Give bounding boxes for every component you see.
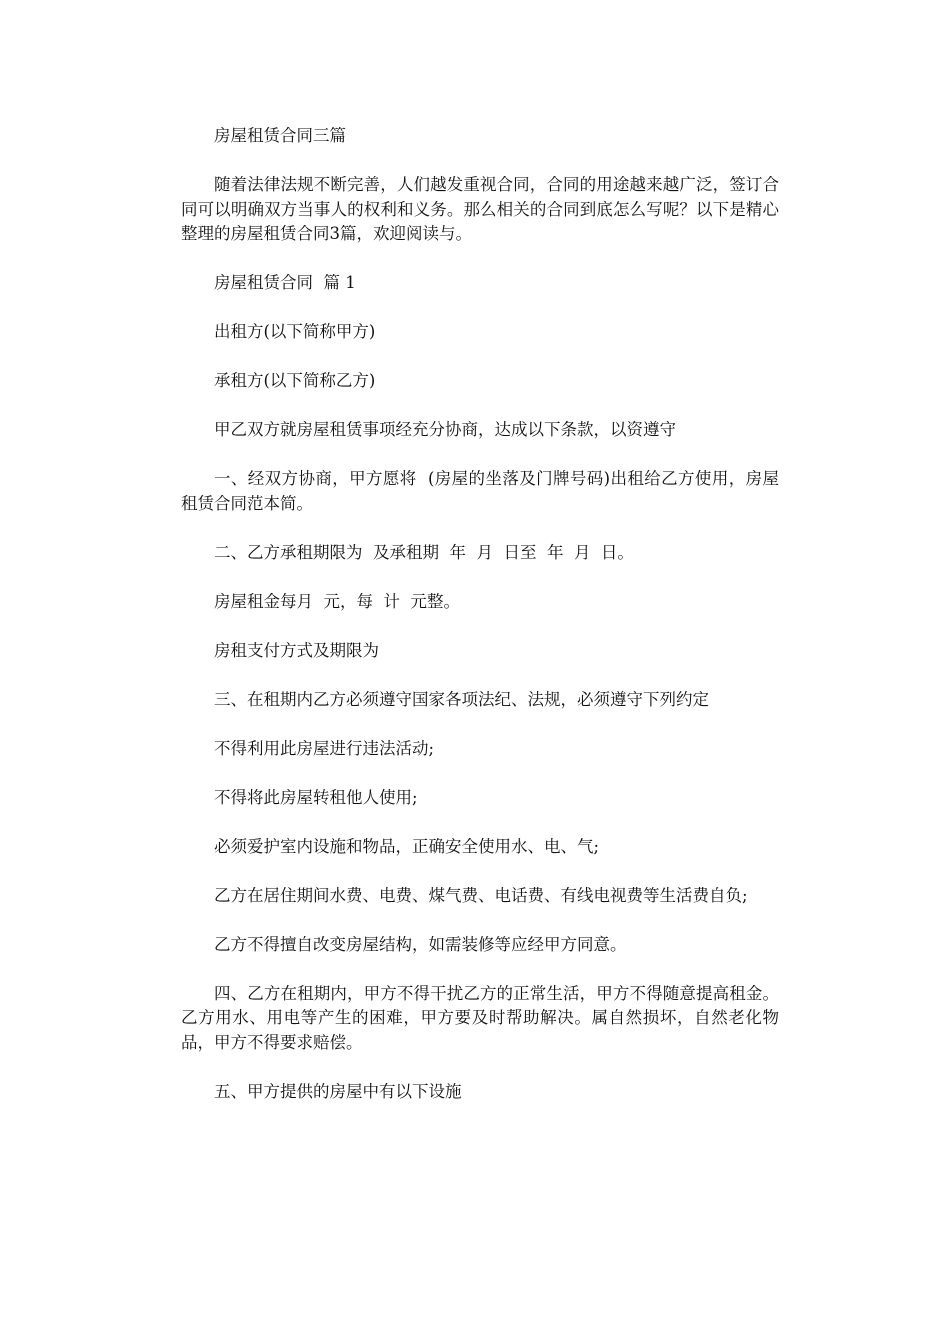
clause-2: 二、乙方承租期限为 及承租期 年 月 日至 年 月 日。 (214, 542, 634, 562)
clause-3: 三、在租期内乙方必须遵守国家各项法纪、法规，必须遵守下列约定 (214, 689, 709, 709)
rule-item: 乙方在居住期间水费、电费、煤气费、电话费、有线电视费等生活费自负; (214, 885, 748, 905)
intro-paragraph: 随着法律法规不断完善，人们越发重视合同，合同的用途越来越广泛，签订合同可以明确双方当事人的权利和义务。那么相关的合同到底怎么写呢？以下是精心整理的房屋租赁合同3篇，欢迎阅读与。 (181, 175, 779, 243)
document-body (181, 124, 779, 1129)
lessor-line: 出租方(以下简称甲方) (214, 322, 376, 341)
lessee-line: 承租方(以下简称乙方) (214, 371, 376, 390)
clause-5: 五、甲方提供的房屋中有以下设施 (214, 1081, 462, 1101)
rent-amount-line: 房屋租金每月 元，每 计 元整。 (214, 591, 460, 611)
rule-item: 乙方不得擅自改变房屋结构，如需装修等应经甲方同意。 (214, 934, 627, 954)
agreement-preamble: 甲乙双方就房屋租赁事项经充分协商，达成以下条款，以资遵守 (214, 420, 676, 439)
document-title: 房屋租赁合同三篇 (214, 126, 346, 145)
clause-1: 一、经双方协商，甲方愿将 (房屋的坐落及门牌号码)出租给乙方使用，房屋租赁合同范本简。 (181, 469, 779, 513)
rule-item: 不得利用此房屋进行违法活动; (214, 738, 435, 758)
payment-method-line: 房租支付方式及期限为 (214, 640, 379, 660)
clause-4: 四、乙方在租期内，甲方不得干扰乙方的正常生活，甲方不得随意提高租金。乙方用水、用电等产生的困难，甲方要及时帮助解决。属自然损坏，自然老化物品，甲方不得要求赔偿。 (181, 983, 779, 1052)
rule-item: 不得将此房屋转租他人使用; (214, 787, 418, 807)
rule-item: 必须爱护室内设施和物品，正确安全使用水、电、气; (214, 836, 600, 856)
section-heading: 房屋租赁合同 篇 1 (214, 273, 356, 292)
